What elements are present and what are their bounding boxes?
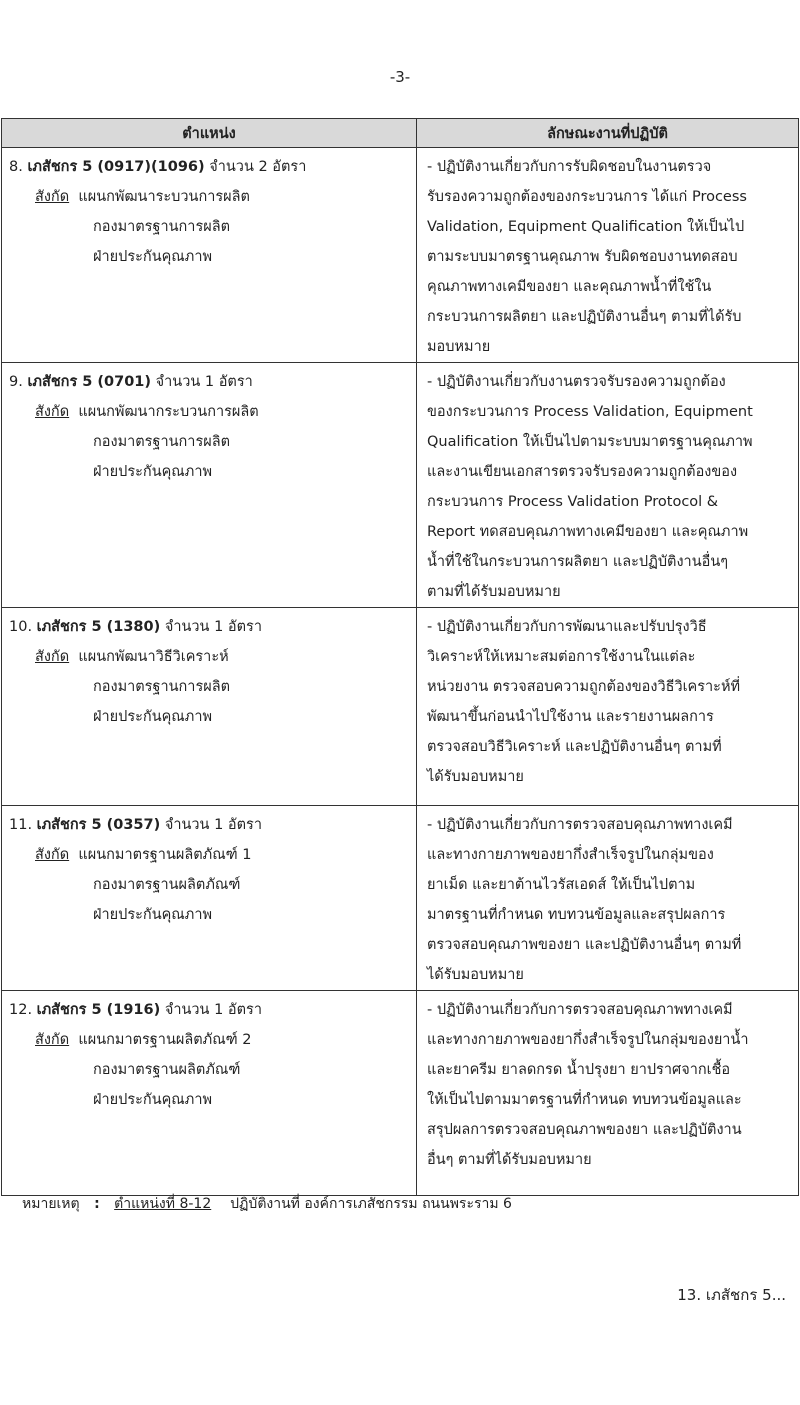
section-name: แผนกพัฒนากระบวนการผลิต (78, 404, 259, 420)
duty-line: สรุปผลการตรวจสอบคุณภาพของยา และปฏิบัติงาน (427, 1122, 742, 1138)
affiliation-line (9, 1025, 410, 1055)
department-name: ฝ่ายประกันคุณภาพ (93, 249, 213, 265)
duty-line: ให้เป็นไปตามมาตรฐานที่กำหนด ทบทวนข้อมูลและ (427, 1092, 742, 1108)
affiliation-label: สังกัด (35, 847, 70, 863)
affiliation-line (9, 642, 410, 672)
duty-line: วิเคราะห์ให้เหมาะสมต่อการใช้งานในแต่ละ (427, 649, 696, 665)
position-title-line (9, 367, 410, 397)
duty-line: กระบวนการผลิตยา และปฏิบัติงานอื่นๆ ตามที่ได้รับ (427, 309, 742, 325)
duty-line: Validation, Equipment Qualification ให้เป็นไป (427, 219, 745, 235)
table-row (2, 991, 799, 1196)
header-position: ตำแหน่ง (2, 119, 417, 148)
position-title: เภสัชกร 5 (0357) (36, 817, 161, 833)
footnote-positions: ตำแหน่งที่ 8-12 (114, 1196, 212, 1212)
department-name: ฝ่ายประกันคุณภาพ (93, 709, 213, 725)
affiliation-label: สังกัด (35, 189, 70, 205)
position-number: 10. (9, 619, 33, 635)
affiliation-line (9, 182, 410, 212)
position-count: จำนวน 1 อัตรา (164, 817, 262, 833)
duty-line: น้ำที่ใช้ในกระบวนการผลิตยา และปฏิบัติงานอื่นๆ (427, 554, 729, 570)
table-row (2, 806, 799, 991)
position-cell (2, 608, 417, 806)
position-title-line (9, 612, 410, 642)
positions-table (1, 118, 799, 1196)
duty-line: รับรองความถูกต้องของกระบวนการ ได้แก่ Process (427, 189, 747, 205)
position-title-line (9, 152, 410, 182)
duty-line: - ปฏิบัติงานเกี่ยวกับการตรวจสอบคุณภาพทางเคมี (427, 817, 733, 833)
duty-line: มอบหมาย (427, 339, 491, 355)
duty-line: ตามระบบมาตรฐานคุณภาพ รับผิดชอบงานทดสอบ (427, 249, 738, 265)
position-title: เภสัชกร 5 (1380) (36, 619, 161, 635)
duty-line: - ปฏิบัติงานเกี่ยวกับการพัฒนาและปรับปรุงวิธี (427, 619, 707, 635)
duty-line: Report ทดสอบคุณภาพทางเคมีของยา และคุณภาพ (427, 524, 749, 540)
position-title-line (9, 810, 410, 840)
duty-line: ตรวจสอบวิธีวิเคราะห์ และปฏิบัติงานอื่นๆ ตามที่ (427, 739, 722, 755)
department-name: ฝ่ายประกันคุณภาพ (93, 907, 213, 923)
duties-cell (417, 991, 799, 1196)
duty-line: และทางกายภาพของยากึ่งสำเร็จรูปในกลุ่มของยาน้ำ (427, 1032, 749, 1048)
duty-line: ของกระบวนการ Process Validation, Equipment (427, 404, 753, 420)
table-row (2, 363, 799, 608)
duty-line: พัฒนาขึ้นก่อนนำไปใช้งาน และรายงานผลการ (427, 709, 714, 725)
duty-line: และยาครีม ยาลดกรด น้ำปรุงยา ยาปราศจากเชื้อ (427, 1062, 731, 1078)
position-title: เภสัชกร 5 (0917)(1096) (27, 159, 205, 175)
duty-line: ยาเม็ด และยาต้านไวรัสเอดส์ ให้เป็นไปตาม (427, 877, 696, 893)
duty-line: และทางกายภาพของยากึ่งสำเร็จรูปในกลุ่มของ (427, 847, 714, 863)
division-name: กองมาตรฐานการผลิต (93, 434, 231, 450)
division-name: กองมาตรฐานผลิตภัณฑ์ (93, 1062, 241, 1078)
duties-cell (417, 363, 799, 608)
table-row (2, 148, 799, 363)
position-count: จำนวน 1 อัตรา (164, 1002, 262, 1018)
duty-line: - ปฏิบัติงานเกี่ยวกับการรับผิดชอบในงานตรวจ (427, 159, 712, 175)
duty-line: หน่วยงาน ตรวจสอบความถูกต้องของวิธีวิเคราะห์ที่ (427, 679, 741, 695)
position-count: จำนวน 1 อัตรา (155, 374, 253, 390)
footnote-label: หมายเหตุ (22, 1196, 80, 1212)
table-header-row (2, 119, 799, 148)
position-cell (2, 363, 417, 608)
affiliation-line (9, 840, 410, 870)
division-name: กองมาตรฐานผลิตภัณฑ์ (93, 877, 241, 893)
duty-line: อื่นๆ ตามที่ได้รับมอบหมาย (427, 1152, 592, 1168)
affiliation-line (9, 397, 410, 427)
footnote (22, 1193, 512, 1215)
duties-cell (417, 608, 799, 806)
section-name: แผนกพัฒนาวิธีวิเคราะห์ (78, 649, 229, 665)
continuation-text: 13. เภสัชกร 5... (677, 1286, 786, 1304)
position-number: 12. (9, 1002, 33, 1018)
duty-line: - ปฏิบัติงานเกี่ยวกับการตรวจสอบคุณภาพทางเคมี (427, 1002, 733, 1018)
page-number: -3- (389, 68, 411, 86)
division-name: กองมาตรฐานการผลิต (93, 679, 231, 695)
position-count: จำนวน 1 อัตรา (164, 619, 262, 635)
footnote-text: ปฏิบัติงานที่ องค์การเภสัชกรรม ถนนพระราม 6 (230, 1196, 512, 1212)
department-name: ฝ่ายประกันคุณภาพ (93, 464, 213, 480)
duty-line: คุณภาพทางเคมีของยา และคุณภาพน้ำที่ใช้ใน (427, 279, 712, 295)
duty-line: Qualification ให้เป็นไปตามระบบมาตรฐานคุณภาพ (427, 434, 753, 450)
duty-line: ตรวจสอบคุณภาพของยา และปฏิบัติงานอื่นๆ ตามที่ (427, 937, 742, 953)
position-title: เภสัชกร 5 (0701) (27, 374, 152, 390)
position-number: 8. (9, 159, 23, 175)
section-name: แผนกพัฒนาระบวนการผลิต (78, 189, 250, 205)
duty-line: ได้รับมอบหมาย (427, 967, 524, 983)
department-name: ฝ่ายประกันคุณภาพ (93, 1092, 213, 1108)
affiliation-label: สังกัด (35, 1032, 70, 1048)
affiliation-label: สังกัด (35, 649, 70, 665)
duty-line: - ปฏิบัติงานเกี่ยวกับงานตรวจรับรองความถูกต้อง (427, 374, 726, 390)
position-count: จำนวน 2 อัตรา (209, 159, 307, 175)
position-cell (2, 148, 417, 363)
position-number: 9. (9, 374, 23, 390)
division-name: กองมาตรฐานการผลิต (93, 219, 231, 235)
position-title: เภสัชกร 5 (1916) (36, 1002, 161, 1018)
section-name: แผนกมาตรฐานผลิตภัณฑ์ 2 (78, 1032, 252, 1048)
section-name: แผนกมาตรฐานผลิตภัณฑ์ 1 (78, 847, 252, 863)
duty-line: ตามที่ได้รับมอบหมาย (427, 584, 561, 600)
duty-line: มาตรฐานที่กำหนด ทบทวนข้อมูลและสรุปผลการ (427, 907, 726, 923)
duty-line: กระบวนการ Process Validation Protocol & (427, 494, 719, 510)
footnote-colon: : (94, 1196, 100, 1212)
header-duties: ลักษณะงานที่ปฏิบัติ (417, 119, 799, 148)
duty-line: ได้รับมอบหมาย (427, 769, 524, 785)
position-cell (2, 991, 417, 1196)
position-number: 11. (9, 817, 33, 833)
table-row (2, 608, 799, 806)
duties-cell (417, 806, 799, 991)
position-cell (2, 806, 417, 991)
duty-line: และงานเขียนเอกสารตรวจรับรองความถูกต้องของ (427, 464, 738, 480)
affiliation-label: สังกัด (35, 404, 70, 420)
position-title-line (9, 995, 410, 1025)
duties-cell (417, 148, 799, 363)
